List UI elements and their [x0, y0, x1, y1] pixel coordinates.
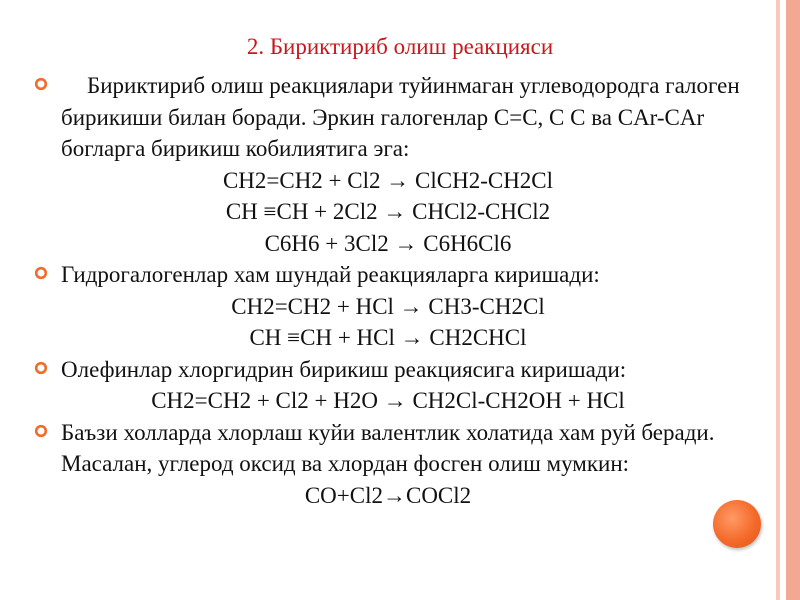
bullet-text: Олефинлар хлоргидрин бирикиш реакциясига киришади:: [61, 356, 627, 382]
slide-title: 2. Бириктириб олиш реакцияси: [246, 34, 554, 59]
bullet-text: Баъзи холларда хлорлаш куйи валентлик холатида хам руй беради. Масалан, углерод оксид ва хлордан фосген олиш мумкин:: [61, 419, 715, 476]
decorative-stripe-outer: [786, 0, 800, 600]
bullet-item: [34, 70, 764, 165]
equation: C6H6 + 3Cl2 → C6H6Cl6: [264, 230, 512, 256]
circle-bullet-icon: [34, 266, 48, 280]
equation: CH2=CH2 + Cl2 → ClCH2-CH2Cl: [222, 167, 554, 193]
circle-bullet-icon: [34, 77, 48, 91]
bullet-item: [34, 259, 764, 291]
decorative-stripe-inner: [776, 0, 780, 600]
circle-bullet-icon: [34, 424, 48, 438]
bullet-item: [34, 354, 764, 386]
slide-content: [34, 70, 764, 511]
equation: CO+Cl2→COCl2: [304, 482, 472, 508]
equation: CH ≡CH + HCl → CH2CHCl: [249, 325, 527, 350]
equation: CH2=CH2 + Cl2 + H2O → CH2Cl-CH2OH + HCl: [151, 388, 625, 413]
equation: CH2=CH2 + HCl → CH3-CH2Cl: [231, 293, 545, 319]
bullet-text: Гидрогалогенлар хам шундай реакцияларга киришади:: [61, 262, 600, 287]
circle-bullet-icon: [34, 361, 48, 375]
orange-circle-decoration: [713, 500, 761, 548]
bullet-item: [34, 417, 764, 480]
bullet-text: Бириктириб олиш реакциялари туйинмаган углеводородга галоген бирикиши билан боради. Эркин галогенлар С=С, С С ва CAr-CAr богларга бирикиш кобилиятига эга:: [61, 73, 740, 161]
equation: CH ≡CH + 2Cl2 → CHCl2-CHCl2: [225, 199, 551, 224]
